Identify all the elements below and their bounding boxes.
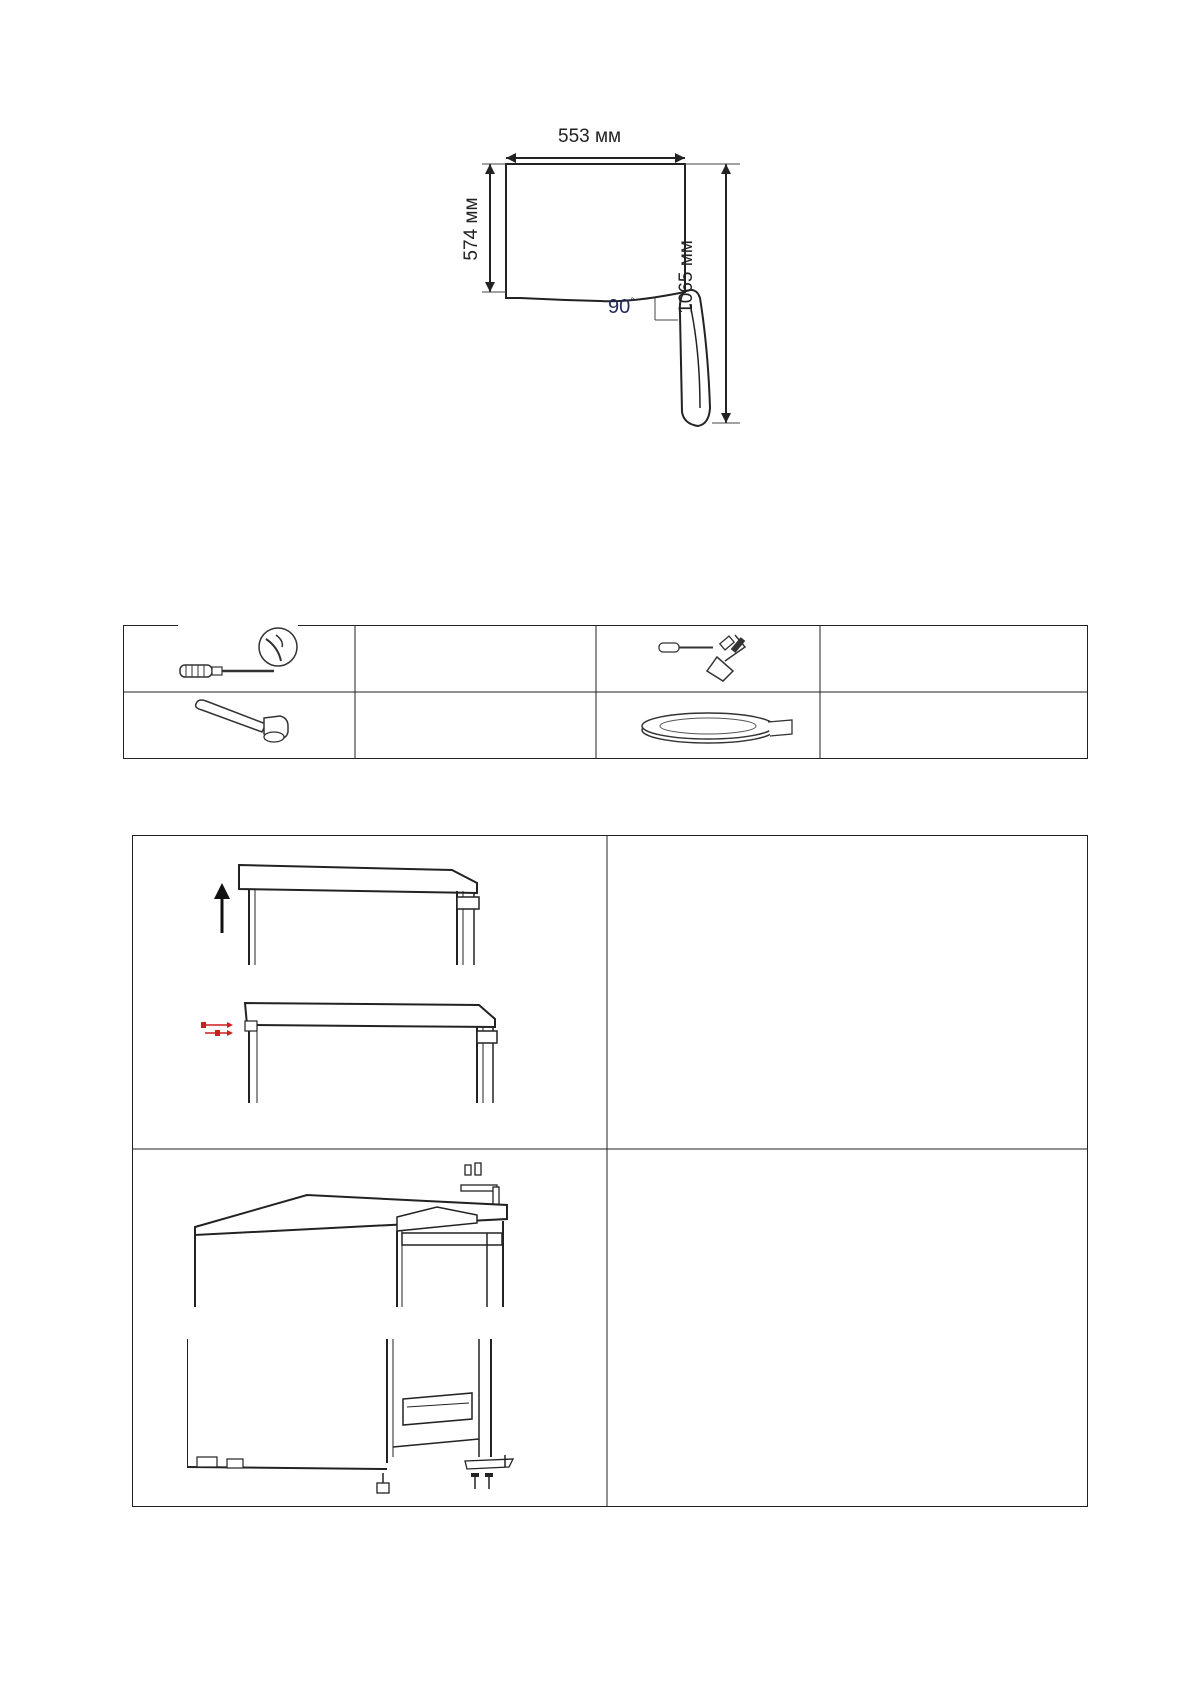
dimension-diagram: [460, 118, 750, 434]
tape-roll-icon: [638, 692, 798, 759]
steps-table: [132, 835, 1088, 1507]
tool-cell-tape: [638, 692, 798, 759]
screw-icon: [201, 1022, 233, 1036]
angle-label: 90°: [608, 296, 635, 318]
tool-cell-screwdriver-scraper: [653, 625, 773, 692]
width-dimension-label: 553 мм: [558, 126, 622, 147]
bottom-hinge-parts-icon: [465, 1455, 513, 1489]
open-depth-dimension-label: 1065 мм: [676, 240, 697, 314]
tool-cell-mallet: [168, 692, 348, 759]
top-hinge-parts-icon: [461, 1163, 499, 1205]
tool-cell-screwdriver: [168, 625, 348, 692]
cabinet-outline: [506, 164, 685, 301]
foot-icon: [377, 1473, 389, 1493]
screwdriver-and-scraper-icon: [653, 625, 773, 692]
step-2-illustration: [187, 1157, 587, 1497]
depth-dimension-label: 574 мм: [461, 197, 482, 261]
tools-table: [123, 625, 1088, 759]
mallet-icon: [168, 692, 348, 759]
step-1-illustration: [187, 853, 567, 1133]
screwdriver-icon: [168, 625, 348, 692]
lift-arrow-icon: [214, 883, 230, 933]
